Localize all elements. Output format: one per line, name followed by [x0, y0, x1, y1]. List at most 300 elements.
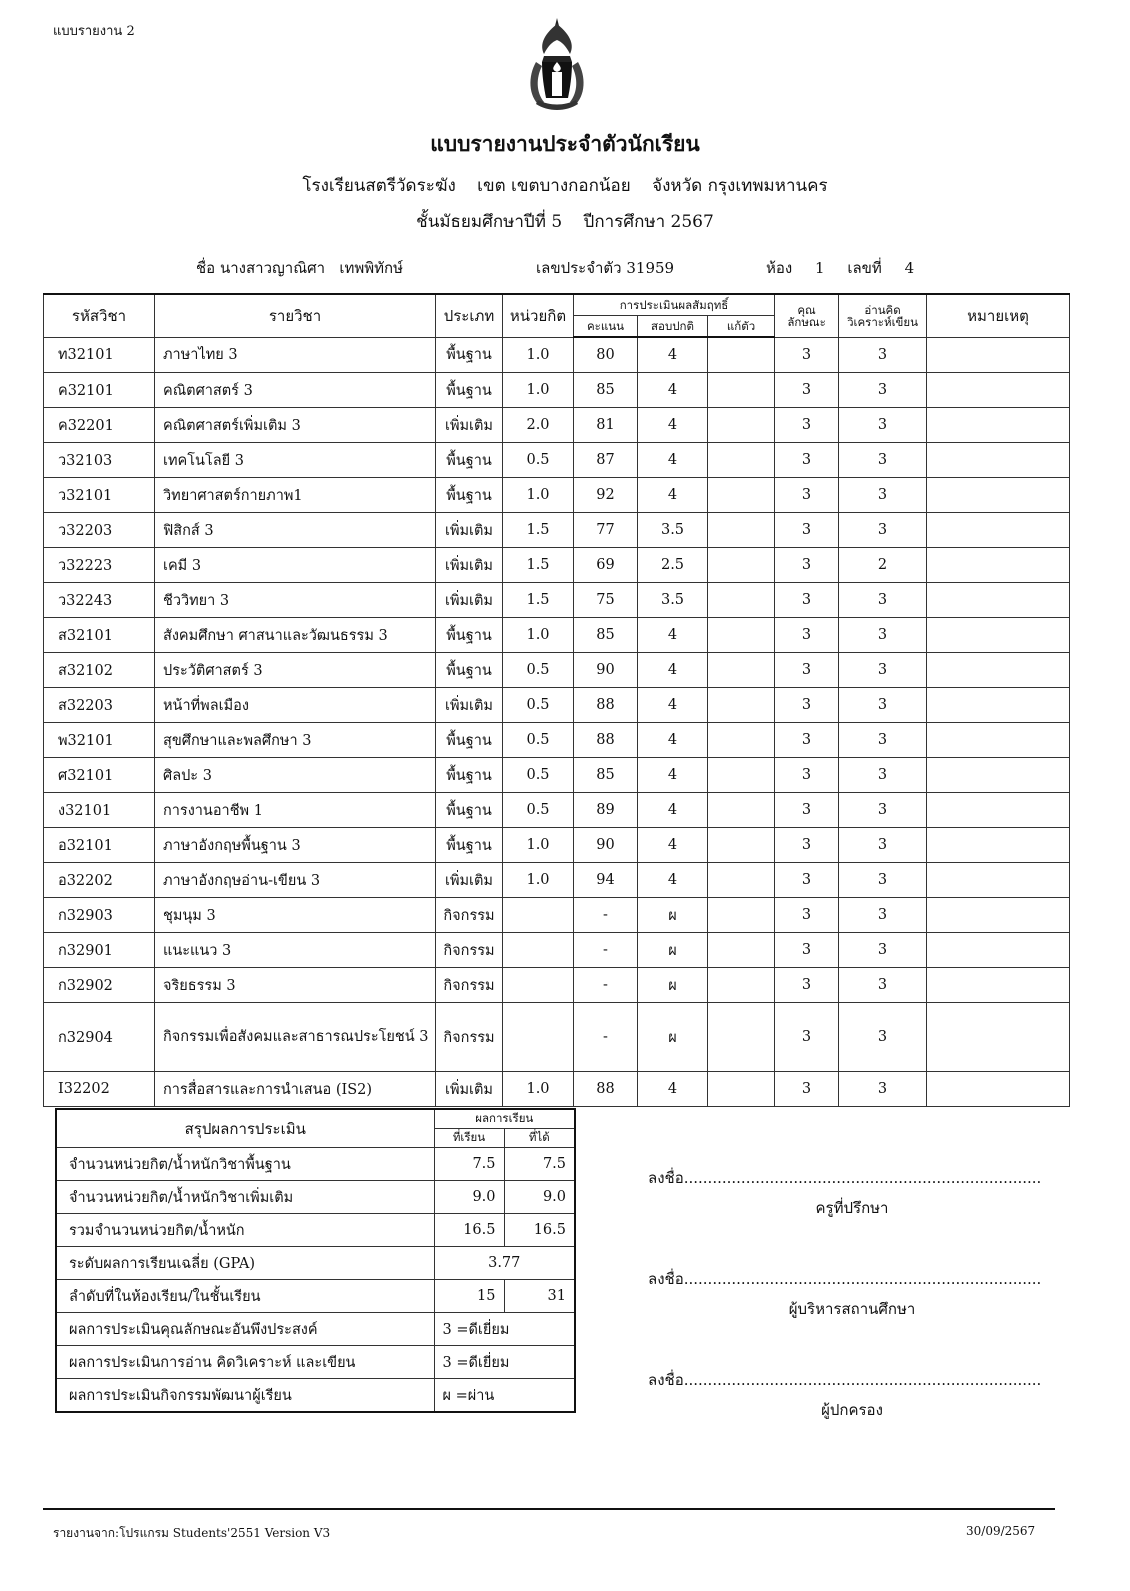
summary-total-earned: 16.5: [504, 1214, 575, 1247]
subject-credit: 1.0: [503, 337, 574, 373]
subject-score: -: [574, 898, 638, 933]
header-retake: แก้ตัว: [708, 316, 775, 338]
summary-extra-studied: 9.0: [434, 1181, 504, 1214]
subject-char: 3: [775, 793, 839, 828]
subject-char: 3: [775, 443, 839, 478]
subject-remark: [927, 443, 1070, 478]
subject-name: คณิตศาสตร์ 3: [155, 373, 436, 408]
subject-credit: 1.0: [503, 828, 574, 863]
table-row: [44, 548, 1070, 583]
summary-gpa: 3.77: [434, 1247, 575, 1280]
subject-read: 3: [839, 723, 927, 758]
footer-date: 30/09/2567: [966, 1524, 1036, 1538]
subject-grade: ผ: [638, 968, 708, 1003]
subject-score: 90: [574, 828, 638, 863]
subject-credit: 0.5: [503, 723, 574, 758]
subject-credit: 0.5: [503, 758, 574, 793]
sign-dots: ...........................................................................: [683, 1371, 1042, 1389]
subject-credit: 2.0: [503, 408, 574, 443]
table-row: [44, 653, 1070, 688]
subject-score: -: [574, 968, 638, 1003]
subject-code: พ32101: [44, 723, 155, 758]
sign-prefix: ลงชื่อ: [648, 1371, 684, 1389]
subject-char: 3: [775, 337, 839, 373]
subject-name: คณิตศาสตร์เพิ่มเติม 3: [155, 408, 436, 443]
signature-line: [648, 1368, 1056, 1392]
student-room: 1: [815, 259, 825, 277]
summary-studied-header: ที่เรียน: [434, 1129, 504, 1148]
subject-read: 3: [839, 337, 927, 373]
table-row: [44, 968, 1070, 1003]
subject-remark: [927, 828, 1070, 863]
subject-score: 85: [574, 373, 638, 408]
subject-score: -: [574, 1003, 638, 1072]
school-seal-icon: [522, 16, 592, 112]
subject-credit: 1.5: [503, 583, 574, 618]
table-row: [44, 933, 1070, 968]
subject-read: 3: [839, 478, 927, 513]
subject-char: 3: [775, 828, 839, 863]
student-room-row: [766, 256, 914, 280]
school-name: โรงเรียนสตรีวัดระฆัง: [302, 176, 456, 196]
subject-name: หน้าที่พลเมือง: [155, 688, 436, 723]
subject-score: 89: [574, 793, 638, 828]
signature-line: [648, 1267, 1056, 1291]
student-id: 31959: [626, 259, 675, 277]
subject-grade: 4: [638, 723, 708, 758]
subject-remark: [927, 933, 1070, 968]
table-row: [44, 443, 1070, 478]
subject-retake: [708, 1003, 775, 1072]
subject-code: ว32243: [44, 583, 155, 618]
class-line: [0, 208, 1130, 235]
header-type: ประเภท: [436, 294, 503, 337]
header-characteristics: [775, 294, 839, 337]
table-row: [44, 723, 1070, 758]
subject-code: ศ32101: [44, 758, 155, 793]
subject-char: 3: [775, 758, 839, 793]
subject-grade: 3.5: [638, 513, 708, 548]
subject-retake: [708, 688, 775, 723]
subject-retake: [708, 618, 775, 653]
subject-retake: [708, 898, 775, 933]
subject-name: ฟิสิกส์ 3: [155, 513, 436, 548]
subject-grade: 4: [638, 618, 708, 653]
header-achievement: การประเมินผลสัมฤทธิ์: [574, 294, 775, 316]
grades-table: [43, 293, 1070, 1107]
academic-year: ปีการศึกษา 2567: [583, 212, 714, 232]
subject-grade: 4: [638, 408, 708, 443]
subject-retake: [708, 828, 775, 863]
summary-read-value: 3 =ดีเยี่ยม: [434, 1346, 575, 1379]
subject-type: พื้นฐาน: [436, 478, 503, 513]
subject-type: เพิ่มเติม: [436, 688, 503, 723]
subject-credit: 0.5: [503, 793, 574, 828]
subject-grade: 4: [638, 688, 708, 723]
subject-read: 3: [839, 1072, 927, 1107]
school-district: เขต เขตบางกอกน้อย: [477, 176, 631, 196]
subject-grade: 4: [638, 863, 708, 898]
subject-char: 3: [775, 653, 839, 688]
subject-remark: [927, 478, 1070, 513]
summary-extra-earned: 9.0: [504, 1181, 575, 1214]
subject-score: 90: [574, 653, 638, 688]
subject-remark: [927, 758, 1070, 793]
subject-name: การงานอาชีพ 1: [155, 793, 436, 828]
subject-retake: [708, 1072, 775, 1107]
subject-grade: ผ: [638, 1003, 708, 1072]
header-normal: สอบปกติ: [638, 316, 708, 338]
subject-read: 3: [839, 898, 927, 933]
subject-code: ส32203: [44, 688, 155, 723]
subject-score: 92: [574, 478, 638, 513]
student-number: 4: [904, 259, 915, 277]
student-id-row: [536, 256, 674, 280]
summary-basic-studied: 7.5: [434, 1148, 504, 1181]
subject-grade: 4: [638, 337, 708, 373]
subject-type: พื้นฐาน: [436, 653, 503, 688]
subject-remark: [927, 968, 1070, 1003]
subject-credit: [503, 933, 574, 968]
subject-read: 3: [839, 933, 927, 968]
subject-remark: [927, 688, 1070, 723]
subject-remark: [927, 1072, 1070, 1107]
summary-basic-earned: 7.5: [504, 1148, 575, 1181]
subject-grade: 4: [638, 443, 708, 478]
subject-char: 3: [775, 863, 839, 898]
subject-retake: [708, 863, 775, 898]
subject-char: 3: [775, 723, 839, 758]
subject-remark: [927, 898, 1070, 933]
subject-grade: 2.5: [638, 548, 708, 583]
subject-grade: 4: [638, 373, 708, 408]
summary-char-label: ผลการประเมินคุณลักษณะอันพึงประสงค์: [56, 1313, 434, 1346]
subject-name: ชุมนุม 3: [155, 898, 436, 933]
subject-char: 3: [775, 373, 839, 408]
subject-read: 3: [839, 618, 927, 653]
subject-code: ก32904: [44, 1003, 155, 1072]
subject-retake: [708, 408, 775, 443]
summary-gpa-label: ระดับผลการเรียนเฉลี่ย (GPA): [56, 1247, 434, 1280]
subject-credit: 1.0: [503, 618, 574, 653]
subject-grade: 3.5: [638, 583, 708, 618]
summary-activity-label: ผลการประเมินกิจกรรมพัฒนาผู้เรียน: [56, 1379, 434, 1413]
header-code: รหัสวิชา: [44, 294, 155, 337]
subject-read: 3: [839, 513, 927, 548]
table-row: [44, 408, 1070, 443]
table-row: [44, 1072, 1070, 1107]
subject-score: 88: [574, 688, 638, 723]
subject-name: ภาษาอังกฤษอ่าน-เขียน 3: [155, 863, 436, 898]
subject-char: 3: [775, 513, 839, 548]
summary-title: สรุปผลการประเมิน: [56, 1109, 434, 1148]
subject-credit: 0.5: [503, 688, 574, 723]
subject-name: การสื่อสารและการนำเสนอ (IS2): [155, 1072, 436, 1107]
sign-dots: ...........................................................................: [683, 1169, 1042, 1187]
subject-type: พื้นฐาน: [436, 337, 503, 373]
subject-code: ว32103: [44, 443, 155, 478]
subject-grade: 4: [638, 793, 708, 828]
table-row: [44, 898, 1070, 933]
summary-rank-class: 31: [504, 1280, 575, 1313]
subject-char: 3: [775, 548, 839, 583]
subject-score: 87: [574, 443, 638, 478]
student-name: นางสาวญาณิศา เทพพิทักษ์: [219, 259, 404, 277]
subject-type: กิจกรรม: [436, 1003, 503, 1072]
subject-read: 3: [839, 583, 927, 618]
subject-type: พื้นฐาน: [436, 373, 503, 408]
subject-char: 3: [775, 478, 839, 513]
subject-code: ส32101: [44, 618, 155, 653]
subject-credit: 1.5: [503, 548, 574, 583]
subject-retake: [708, 723, 775, 758]
summary-earned-header: ที่ได้: [504, 1129, 575, 1148]
table-row: [44, 583, 1070, 618]
subject-code: I32202: [44, 1072, 155, 1107]
subject-retake: [708, 513, 775, 548]
subject-char: 3: [775, 408, 839, 443]
subject-type: พื้นฐาน: [436, 758, 503, 793]
subject-score: 88: [574, 1072, 638, 1107]
subject-read: 3: [839, 653, 927, 688]
subject-credit: 1.5: [503, 513, 574, 548]
subject-char: 3: [775, 688, 839, 723]
subject-remark: [927, 583, 1070, 618]
subject-char: 3: [775, 618, 839, 653]
subject-code: ก32901: [44, 933, 155, 968]
subject-score: 75: [574, 583, 638, 618]
student-name-label: ชื่อ: [196, 259, 216, 277]
summary-total-studied: 16.5: [434, 1214, 504, 1247]
summary-table: [55, 1108, 576, 1413]
summary-rank-room: 15: [434, 1280, 504, 1313]
signature-role-parent: ผู้ปกครอง: [821, 1401, 883, 1419]
subject-name: เทคโนโลยี 3: [155, 443, 436, 478]
table-row: [44, 373, 1070, 408]
subject-remark: [927, 723, 1070, 758]
subject-score: 85: [574, 618, 638, 653]
subject-score: 88: [574, 723, 638, 758]
subject-remark: [927, 863, 1070, 898]
subject-type: เพิ่มเติม: [436, 548, 503, 583]
subject-code: ก32903: [44, 898, 155, 933]
subject-name: แนะแนว 3: [155, 933, 436, 968]
subject-score: 94: [574, 863, 638, 898]
header-subject: รายวิชา: [155, 294, 436, 337]
subject-type: เพิ่มเติม: [436, 1072, 503, 1107]
subject-credit: [503, 898, 574, 933]
school-province: จังหวัด กรุงเทพมหานคร: [652, 176, 828, 196]
subject-retake: [708, 583, 775, 618]
subject-read: 3: [839, 408, 927, 443]
sign-prefix: ลงชื่อ: [648, 1270, 684, 1288]
subject-type: เพิ่มเติม: [436, 513, 503, 548]
student-id-label: เลขประจำตัว: [536, 259, 622, 277]
subject-remark: [927, 618, 1070, 653]
table-row: [44, 758, 1070, 793]
subject-retake: [708, 933, 775, 968]
subject-name: จริยธรรม 3: [155, 968, 436, 1003]
subject-char: 3: [775, 1072, 839, 1107]
header-read-line2: วิเคราะห์เขียน: [847, 314, 918, 329]
summary-extra-label: จำนวนหน่วยกิต/น้ำหนักวิชาเพิ่มเติม: [56, 1181, 434, 1214]
header-reading: [839, 294, 927, 337]
sign-prefix: ลงชื่อ: [648, 1169, 684, 1187]
subject-type: กิจกรรม: [436, 898, 503, 933]
subject-remark: [927, 653, 1070, 688]
summary-result-header: ผลการเรียน: [434, 1109, 575, 1129]
subject-read: 3: [839, 1003, 927, 1072]
subject-grade: 4: [638, 758, 708, 793]
table-row: [44, 828, 1070, 863]
subject-retake: [708, 653, 775, 688]
subject-type: กิจกรรม: [436, 933, 503, 968]
subject-remark: [927, 373, 1070, 408]
subject-remark: [927, 408, 1070, 443]
subject-score: 77: [574, 513, 638, 548]
subject-char: 3: [775, 898, 839, 933]
subject-type: กิจกรรม: [436, 968, 503, 1003]
subject-grade: 4: [638, 653, 708, 688]
subject-code: อ32202: [44, 863, 155, 898]
subject-name: กิจกรรมเพื่อสังคมและสาธารณประโยชน์ 3: [155, 1003, 436, 1072]
subject-type: เพิ่มเติม: [436, 583, 503, 618]
subject-grade: 4: [638, 1072, 708, 1107]
header-credit: หน่วยกิต: [503, 294, 574, 337]
subject-read: 3: [839, 968, 927, 1003]
subject-name: เคมี 3: [155, 548, 436, 583]
summary-char-value: 3 =ดีเยี่ยม: [434, 1313, 575, 1346]
subject-type: พื้นฐาน: [436, 828, 503, 863]
subject-code: ค32201: [44, 408, 155, 443]
table-row: [44, 513, 1070, 548]
summary-basic-label: จำนวนหน่วยกิต/น้ำหนักวิชาพื้นฐาน: [56, 1148, 434, 1181]
subject-name: ศิลปะ 3: [155, 758, 436, 793]
report-title: แบบรายงานประจำตัวนักเรียน: [430, 131, 700, 156]
table-row: [44, 793, 1070, 828]
subject-name: วิทยาศาสตร์กายภาพ1: [155, 478, 436, 513]
student-name-row: [196, 256, 403, 280]
subject-credit: 1.0: [503, 373, 574, 408]
subject-type: พื้นฐาน: [436, 723, 503, 758]
table-row: [44, 688, 1070, 723]
school-line: [0, 172, 1130, 199]
subject-credit: [503, 1003, 574, 1072]
subject-score: 80: [574, 337, 638, 373]
subject-type: เพิ่มเติม: [436, 863, 503, 898]
subject-credit: 0.5: [503, 653, 574, 688]
subject-read: 2: [839, 548, 927, 583]
subject-score: -: [574, 933, 638, 968]
subject-read: 3: [839, 688, 927, 723]
subject-code: ส32102: [44, 653, 155, 688]
subject-code: ก32902: [44, 968, 155, 1003]
subject-code: ว32203: [44, 513, 155, 548]
sign-dots: ...........................................................................: [683, 1270, 1042, 1288]
subject-char: 3: [775, 1003, 839, 1072]
subject-score: 81: [574, 408, 638, 443]
header-read-line1: อ่านคิด: [864, 302, 901, 317]
signature-role-advisor: ครูที่ปรึกษา: [815, 1199, 889, 1217]
subject-read: 3: [839, 443, 927, 478]
subject-remark: [927, 548, 1070, 583]
subject-credit: 1.0: [503, 863, 574, 898]
subject-score: 85: [574, 758, 638, 793]
subject-char: 3: [775, 968, 839, 1003]
subject-grade: ผ: [638, 898, 708, 933]
subject-char: 3: [775, 583, 839, 618]
subject-remark: [927, 793, 1070, 828]
subject-retake: [708, 373, 775, 408]
form-code: แบบรายงาน 2: [53, 24, 135, 39]
header-score: คะแนน: [574, 316, 638, 338]
subject-retake: [708, 337, 775, 373]
subject-credit: [503, 968, 574, 1003]
subject-retake: [708, 443, 775, 478]
subject-read: 3: [839, 793, 927, 828]
subject-name: ภาษาอังกฤษพื้นฐาน 3: [155, 828, 436, 863]
subject-name: ภาษาไทย 3: [155, 337, 436, 373]
subject-code: ว32223: [44, 548, 155, 583]
subject-read: 3: [839, 373, 927, 408]
subject-credit: 1.0: [503, 478, 574, 513]
subject-code: ว32101: [44, 478, 155, 513]
footer-divider: [43, 1508, 1055, 1510]
header-char-line2: ลักษณะ: [787, 314, 826, 329]
subject-name: ประวัติศาสตร์ 3: [155, 653, 436, 688]
subject-remark: [927, 513, 1070, 548]
subject-name: ชีววิทยา 3: [155, 583, 436, 618]
signature-director: [648, 1267, 1056, 1321]
header-char-line1: คุณ: [797, 302, 816, 317]
summary-total-label: รวมจำนวนหน่วยกิต/น้ำหนัก: [56, 1214, 434, 1247]
summary-activity-value: ผ =ผ่าน: [434, 1379, 575, 1413]
subject-remark: [927, 337, 1070, 373]
footer-program: รายงานจาก:โปรแกรม Students'2551 Version V3: [53, 1526, 331, 1540]
subject-type: พื้นฐาน: [436, 793, 503, 828]
subject-read: 3: [839, 828, 927, 863]
subject-read: 3: [839, 758, 927, 793]
subject-grade: 4: [638, 478, 708, 513]
signature-parent: [648, 1368, 1056, 1422]
subject-type: พื้นฐาน: [436, 618, 503, 653]
subject-credit: 0.5: [503, 443, 574, 478]
subject-name: สังคมศึกษา ศาสนาและวัฒนธรรม 3: [155, 618, 436, 653]
student-room-label: ห้อง: [766, 259, 793, 277]
signature-line: [648, 1166, 1056, 1190]
summary-rank-label: ลำดับที่ในห้องเรียน/ในชั้นเรียน: [56, 1280, 434, 1313]
subject-type: พื้นฐาน: [436, 443, 503, 478]
subject-code: ค32101: [44, 373, 155, 408]
subject-code: อ32101: [44, 828, 155, 863]
subject-remark: [927, 1003, 1070, 1072]
subject-code: ง32101: [44, 793, 155, 828]
subject-code: ท32101: [44, 337, 155, 373]
table-row: [44, 337, 1070, 373]
student-number-label: เลขที่: [847, 259, 882, 277]
grade-level: ชั้นมัธยมศึกษาปีที่ 5: [416, 212, 563, 232]
subject-retake: [708, 758, 775, 793]
subject-name: สุขศึกษาและพลศึกษา 3: [155, 723, 436, 758]
subject-retake: [708, 478, 775, 513]
signature-advisor: [648, 1166, 1056, 1220]
table-row: [44, 1003, 1070, 1072]
table-row: [44, 478, 1070, 513]
subject-grade: ผ: [638, 933, 708, 968]
header-remark: หมายเหตุ: [927, 294, 1070, 337]
signature-role-director: ผู้บริหารสถานศึกษา: [788, 1300, 916, 1318]
subject-type: เพิ่มเติม: [436, 408, 503, 443]
